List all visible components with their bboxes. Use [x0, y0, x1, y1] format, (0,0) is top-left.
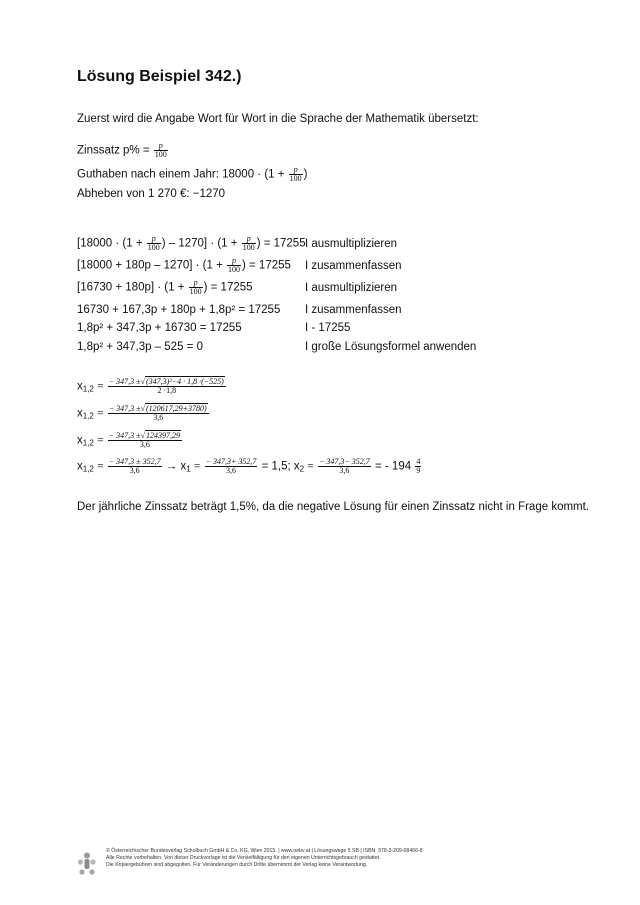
equation-line-6: 1,8p² + 347,3p – 525 = 0: [77, 341, 203, 353]
footer-line-1: © Österreichischer Bundesverlag Schulbuch GmbH & Co. KG, Wien 2015. | www.oebv.at | Lösungswege 5 SB | ISBN: 978-3-209-08466-8: [106, 848, 423, 854]
footer-line-3: Die Kopiergebühren sind abgegolten. Für Veränderungen durch Dritte übernimmt der Verlag keine Verantwortung.: [106, 862, 368, 869]
formula-line-1: $x_{1,2}$ = $\frac{\text{− 347,3 ±√(347,3)²−4 · 1,8 ·(−525)}}{2 \cdot 1,8}$: [77, 377, 224, 395]
formula-line-4: $x_{1,2}$ = $\frac{- 347,3 \pm 352,7}{3,6}$ → $x_1$ = $\frac{- 347,3+ 352,7}{3,6}$ = 1,5; $x_2$ = $\frac{- 347,3- 352,7}{3,6}$ = - 194 $\frac{4}{9}$: [77, 457, 421, 475]
fraction-p-100: $\frac{p}{100}$: [242, 234, 255, 252]
formula-fraction: $\frac{- 347,3 \pm 352,7}{3,6}$: [108, 457, 161, 475]
equation-comment-5: I - 17255: [305, 322, 351, 334]
formula-fraction: $\frac{- 347,3 \pm√124397,29}{3,6}$: [108, 431, 180, 449]
equation-line-5: 1,8p² + 347,3p + 16730 = 17255: [77, 322, 242, 334]
x1-fraction: $\frac{- 347,3+ 352,7}{3,6}$: [205, 457, 257, 475]
formula-line-2: $x_{1,2}$ = $\frac{- 347,3 \pm√(120617,29+3780)}{3,6}$: [77, 404, 207, 422]
fraction-p-100: $\frac{p}{100}$: [154, 141, 167, 159]
footer-text: [106, 848, 423, 870]
equation-comment-4: I zusammenfassen: [305, 304, 402, 316]
definition-interest: Zinssatz p% = $\frac{p}{100}$: [77, 141, 167, 159]
intro-text: Zuerst wird die Angabe Wort für Wort in die Sprache der Mathematik übersetzt:: [77, 113, 479, 125]
equation-line-3: [16730 + 180p] · (1 + $\frac{p}{100}$ ) = 17255: [77, 278, 253, 296]
equation-comment-6: I große Lösungsformel anwenden: [305, 341, 477, 353]
page-title: Lösung Beispiel 342.): [77, 68, 242, 85]
equation-line-1: [18000 · (1 + $\frac{p}{100}$ ) – 1270] · (1 + $\frac{p}{100}$ ) = 17255: [77, 234, 306, 252]
fraction-p-100: $\frac{p}{100}$: [289, 165, 302, 183]
formula-fraction: $\frac{\text{− 347,3 ±√(347,3)²−4 · 1,8 ·(−525)}}{2 \cdot 1,8}$: [108, 377, 224, 395]
equation-comment-1: I ausmultiplizieren: [305, 238, 398, 250]
formula-line-3: $x_{1,2}$ = $\frac{- 347,3 \pm√124397,29}{3,6}$: [77, 431, 180, 449]
x2-fraction: $\frac{- 347,3- 352,7}{3,6}$: [319, 457, 370, 475]
definition-balance: Guthaben nach einem Jahr: 18000 · (1 + $\frac{p}{100}$ ): [77, 165, 308, 183]
fraction-p-100: $\frac{p}{100}$: [189, 278, 202, 296]
conclusion-text: Der jährliche Zinssatz beträgt 1,5%, da die negative Lösung für einen Zinssatz nicht in Frage kommt.: [77, 501, 590, 513]
equation-line-2: [18000 + 180p – 1270] · (1 + $\frac{p}{100}$ ) = 17255: [77, 256, 291, 274]
x1-value: = 1,5;: [261, 460, 291, 473]
definition-withdraw: Abheben von 1 270 €: −1270: [77, 188, 226, 200]
equation-line-4: 16730 + 167,3p + 180p + 1,8p² = 17255: [77, 304, 281, 316]
mixed-fraction: $\frac{4}{9}$: [416, 457, 421, 475]
equation-comment-3: I ausmultiplizieren: [305, 282, 398, 294]
fraction-p-100: $\frac{p}{100}$: [228, 256, 240, 274]
x2-value: = - 194: [375, 460, 412, 473]
publisher-logo-icon: [77, 852, 97, 876]
formula-fraction: $\frac{- 347,3 \pm√(120617,29+3780)}{3,6}$: [108, 404, 207, 422]
footer-line-2: Alle Rechte vorbehalten. Von dieser Druckvorlage ist die Vervielfältigung für den eigenen Unterrichtsgebrauch gestattet.: [106, 855, 381, 862]
equation-comment-2: I zusammenfassen: [305, 260, 402, 272]
fraction-p-100: $\frac{p}{100}$: [147, 234, 160, 252]
